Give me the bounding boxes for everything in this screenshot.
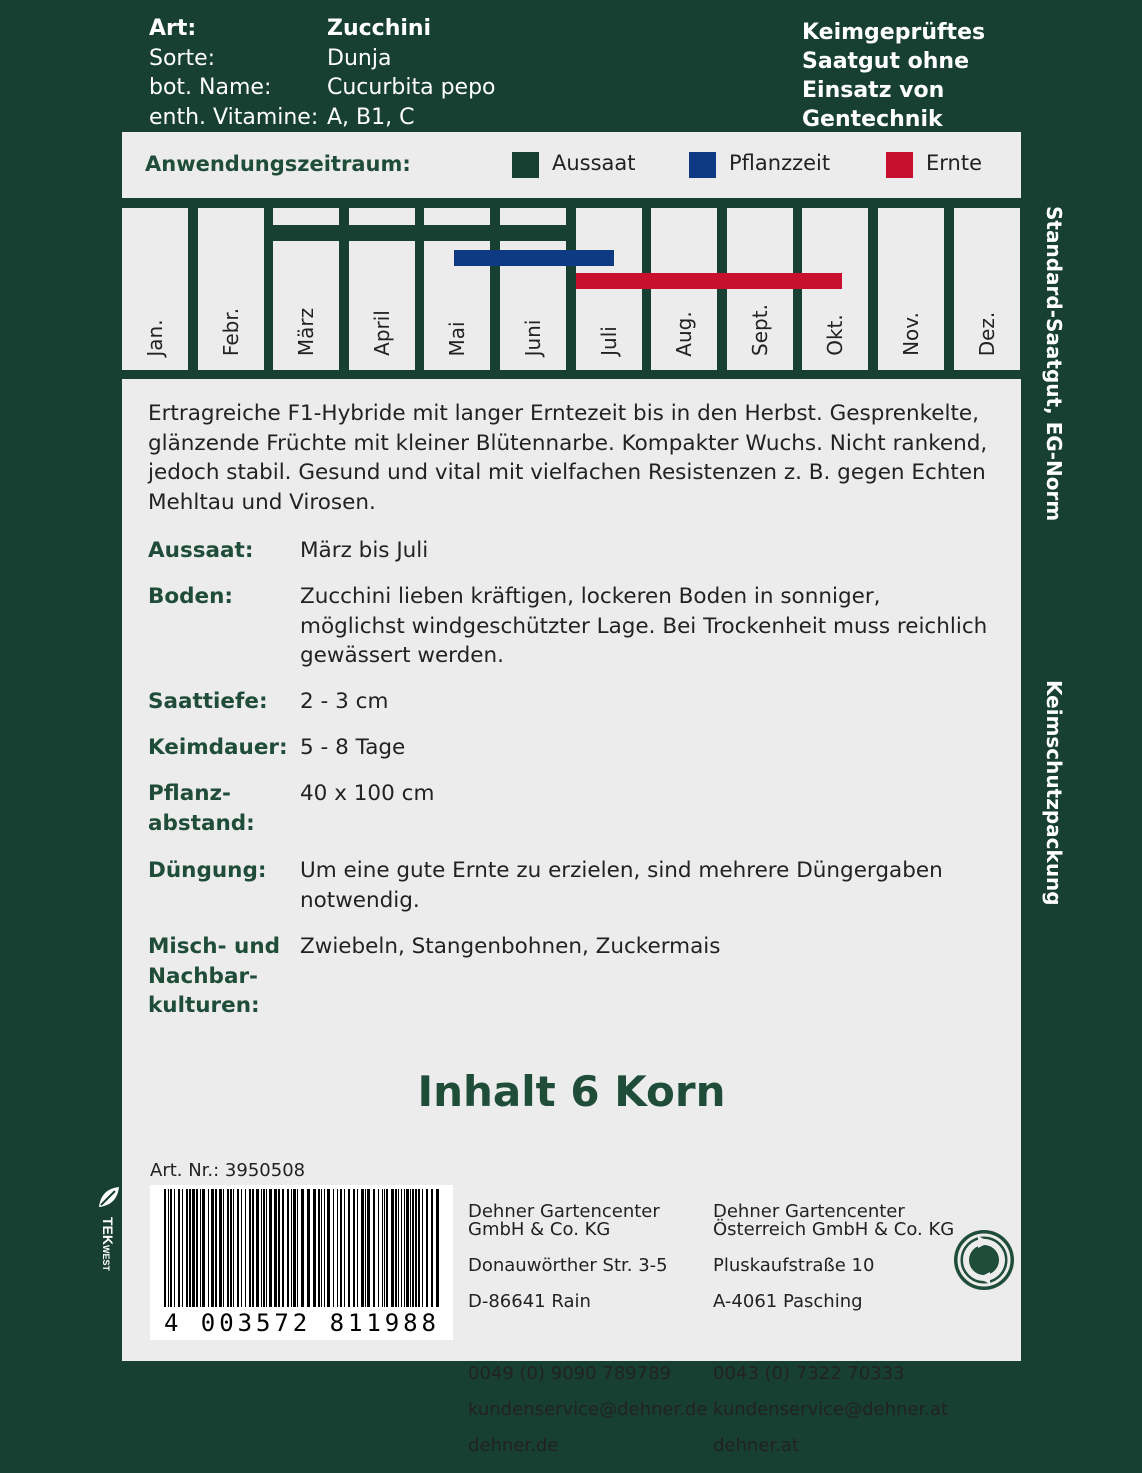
info-value: Zucchini: [327, 16, 432, 41]
address-de-company: Dehner Gartencenter GmbH & Co. KG: [468, 1201, 660, 1240]
month-column: [651, 208, 717, 370]
period-bar-ernte: [576, 273, 843, 289]
legend-swatch-aussaat: [512, 152, 539, 178]
address-de-city: D-86641 Rain: [468, 1291, 591, 1312]
barcode: [150, 1185, 453, 1340]
address-germany: [468, 1185, 707, 1473]
detail-label: Saattiefe:: [148, 689, 268, 714]
detail-label: Aussaat:: [148, 538, 254, 563]
address-de-web[interactable]: dehner.de: [468, 1435, 559, 1456]
month-column: [122, 208, 188, 370]
tekwest-logo: [95, 1185, 121, 1295]
legend-swatch-pflanzzeit: [689, 152, 716, 178]
month-column: [576, 208, 642, 370]
detail-label: Keimdauer:: [148, 735, 288, 760]
info-label: bot. Name:: [149, 75, 272, 100]
month-label: Mai: [445, 320, 470, 357]
legend-bar: Anwendungszeitraum: Aussaat Pflanzzeit Ernte: [122, 132, 1021, 198]
detail-value: Zucchini lieben kräftigen, lockeren Boden in sonniger, möglichst windgeschützter Lage. Bei Trockenheit muss reichlich gewässert werden.: [300, 584, 988, 668]
legend-swatch-ernte: [886, 152, 913, 178]
month-label: Okt.: [823, 314, 848, 356]
month-column: [802, 208, 868, 370]
info-value: A, B1, C: [327, 104, 415, 130]
address-de-phone: 0049 (0) 9090 789789: [468, 1363, 671, 1384]
info-label: Art:: [149, 16, 197, 41]
info-panel: [122, 379, 1021, 1456]
address-austria: [713, 1185, 954, 1473]
info-label: Sorte:: [149, 45, 216, 71]
detail-label: Pflanz- abstand:: [148, 781, 255, 836]
description: Ertragreiche F1-Hybride mit langer Erntezeit bis in den Herbst. Gesprenkelte, glänzende Früchte mit kleiner Blütennarbe. Kompakter Wuchs. Nicht rankend, jedoch stabil. Gesund und vital mit vielfachen Resistenzen z. B. gegen Echten Mehltau und Virosen.: [148, 401, 988, 515]
month-column: [954, 208, 1020, 370]
month-label: März: [294, 307, 319, 357]
detail-value: 5 - 8 Tage: [300, 735, 406, 760]
leaf-icon: [95, 1185, 121, 1295]
address-at-street: Pluskaufstraße 10: [713, 1255, 875, 1276]
month-label: Sept.: [747, 304, 772, 356]
detail-value: Um eine gute Ernte zu erzielen, sind mehrere Düngergaben notwendig.: [300, 858, 943, 913]
info-label: enth. Vitamine:: [149, 104, 319, 130]
detail-label: Misch- und Nachbar- kulturen:: [148, 934, 281, 1018]
period-bar-pflanzzeit: [454, 250, 613, 266]
detail-value: 40 x 100 cm: [300, 781, 435, 806]
address-de-email[interactable]: kundenservice@dehner.de: [468, 1399, 708, 1420]
side-text-packaging: Keimschutzpackung: [1042, 680, 1066, 906]
article-number: Art. Nr.: 3950508: [150, 1160, 306, 1181]
info-value: Cucurbita pepo: [327, 75, 496, 100]
address-at-city: A-4061 Pasching: [713, 1291, 863, 1312]
green-dot-icon: [952, 1228, 1016, 1292]
month-label: Juni: [521, 319, 545, 356]
address-at-company: Dehner Gartencenter Österreich GmbH & Co. KG: [713, 1201, 955, 1240]
barcode-graphic: [150, 1185, 453, 1340]
month-label: Aug.: [672, 310, 697, 357]
month-label: Juli: [596, 326, 621, 356]
address-at-web[interactable]: dehner.at: [713, 1435, 799, 1456]
month-label: Nov.: [899, 312, 923, 356]
detail-value: März bis Juli: [300, 538, 429, 563]
month-label: Dez.: [974, 311, 999, 356]
address-at-email[interactable]: kundenservice@dehner.at: [713, 1399, 949, 1420]
content-amount: Inhalt 6 Korn: [417, 1067, 726, 1116]
address-de-street: Donauwörther Str. 3-5: [468, 1255, 668, 1276]
legend-title: Anwendungszeitraum:: [145, 152, 411, 176]
month-column: [198, 208, 264, 370]
month-label: Jan.: [143, 318, 167, 357]
detail-label: Boden:: [148, 584, 234, 609]
certification-note: Keimgeprüftes Saatgut ohne Einsatz von Gentechnik: [802, 20, 986, 132]
svg-text:TEKWEST: TEKWEST: [100, 1217, 116, 1271]
month-label: April: [369, 310, 394, 356]
month-column: [727, 208, 793, 370]
detail-label: Düngung:: [148, 858, 267, 883]
period-bar-aussaat: [272, 225, 575, 241]
side-text-standard: Standard-Saatgut, EG-Norm: [1042, 206, 1066, 522]
info-value: Dunja: [327, 45, 392, 71]
detail-value: 2 - 3 cm: [300, 689, 389, 714]
address-at-phone: 0043 (0) 7322 70333: [713, 1363, 905, 1384]
barcode-number: 4 003572 811988: [164, 1309, 436, 1337]
month-column: [878, 208, 944, 370]
month-label: Febr.: [218, 307, 243, 357]
detail-value: Zwiebeln, Stangenbohnen, Zuckermais: [300, 934, 721, 959]
